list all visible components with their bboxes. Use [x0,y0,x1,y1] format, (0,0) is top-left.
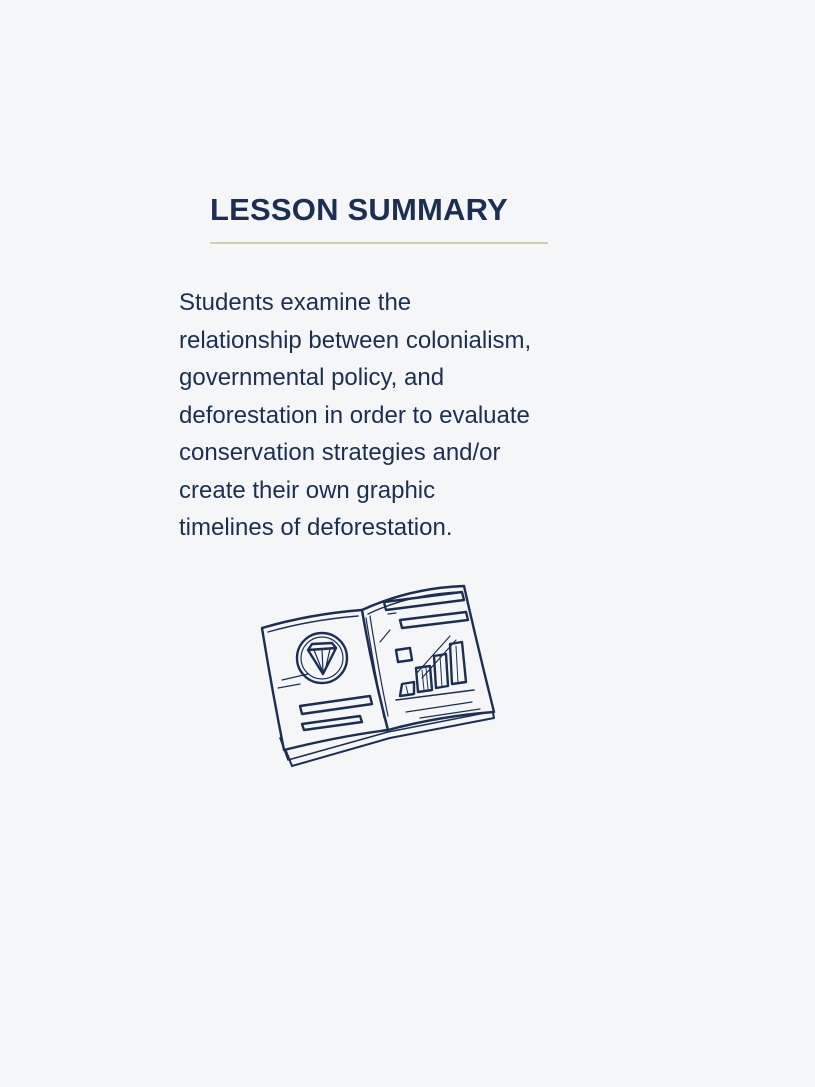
summary-line: deforestation in order to evaluate [179,401,530,429]
summary-line: relationship between colonialism, [179,326,532,354]
summary-line: conservation strategies and/or [179,439,501,466]
summary-line: create their own graphic [179,476,436,504]
lesson-summary-title: LESSON SUMMARY [210,192,508,227]
summary-line: timelines of deforestation. [179,514,453,541]
open-book-icon [250,578,510,778]
title-divider [210,242,548,244]
summary-line: Students examine the [179,289,412,316]
summary-line: governmental policy, and [179,364,445,391]
lesson-summary-text [179,284,599,547]
